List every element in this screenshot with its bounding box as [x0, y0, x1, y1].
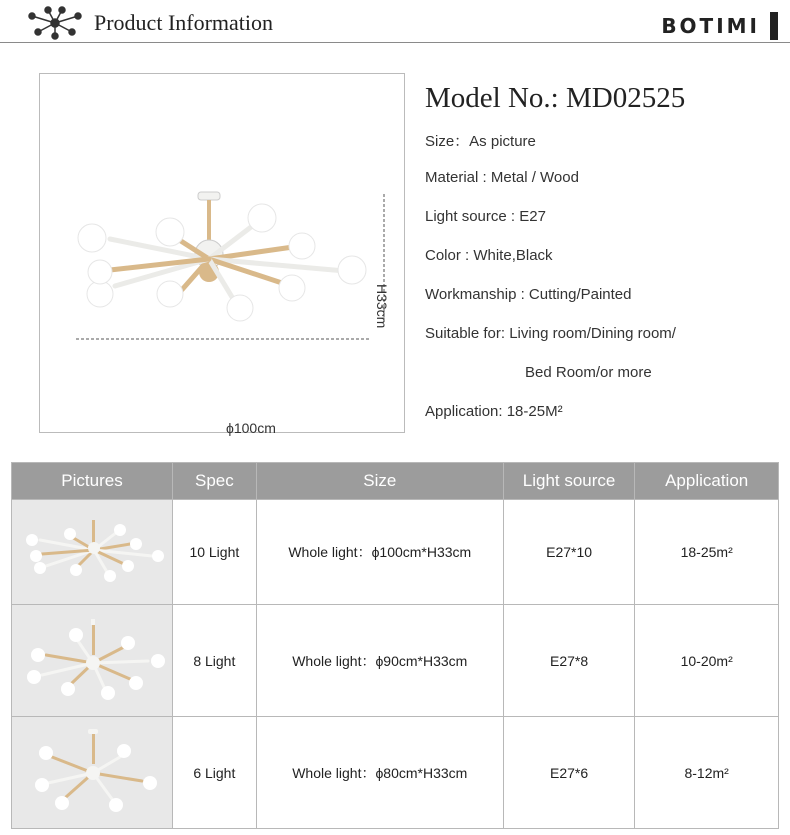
spec-suitable-continued: Bed Room/or more: [525, 364, 652, 381]
chandelier-illustration: [40, 74, 406, 434]
header-size: Size: [256, 463, 503, 500]
table-row: [12, 500, 779, 605]
page-header: [0, 0, 790, 44]
chandelier-8-light-image: [12, 605, 172, 716]
product-photo: [39, 73, 405, 436]
height-dimension: H33cm: [374, 284, 390, 329]
product-thumbnail: [12, 500, 173, 605]
cell-size: Whole light：ϕ100cm*H33cm: [256, 500, 503, 605]
cell-light-source: E27*8: [503, 605, 635, 717]
cell-spec: 8 Light: [173, 605, 257, 717]
header-light-source: Light source: [503, 463, 635, 500]
spec-table: [11, 462, 779, 829]
header-spec: Spec: [173, 463, 257, 500]
cell-application: 10-20m²: [635, 605, 779, 717]
table-header-row: [12, 463, 779, 500]
product-thumbnail: [12, 605, 173, 717]
cell-spec: 10 Light: [173, 500, 257, 605]
cell-size: Whole light：ϕ80cm*H33cm: [256, 717, 503, 829]
cell-application: 18-25m²: [635, 500, 779, 605]
header-pictures: Pictures: [12, 463, 173, 500]
brand-logo: BOTIMI: [661, 14, 760, 38]
spec-suitable: Suitable for: Living room/Dining room/: [425, 325, 676, 342]
page-title: Product Information: [94, 10, 274, 35]
spec-material: Material : Metal / Wood: [425, 169, 579, 186]
brand-mark: [770, 12, 778, 40]
product-thumbnail: [12, 717, 173, 829]
spec-workmanship: Workmanship : Cutting/Painted: [425, 286, 632, 303]
spec-size: Size：As picture: [425, 133, 536, 150]
width-dimension: ϕ100cm: [226, 420, 276, 436]
spec-color: Color : White,Black: [425, 247, 553, 264]
cell-size: Whole light：ϕ90cm*H33cm: [256, 605, 503, 717]
model-number: Model No.: MD02525: [425, 82, 686, 114]
table-row: [12, 717, 779, 829]
chandelier-logo-icon: [24, 6, 86, 40]
cell-light-source: E27*6: [503, 717, 635, 829]
header-application: Application: [635, 463, 779, 500]
chandelier-10-light-image: [12, 500, 172, 604]
cell-application: 8-12m²: [635, 717, 779, 829]
spec-application: Application: 18-25M²: [425, 403, 563, 420]
chandelier-6-light-image: [12, 717, 172, 828]
table-row: [12, 605, 779, 717]
header-divider: [0, 42, 790, 43]
cell-spec: 6 Light: [173, 717, 257, 829]
spec-light-source: Light source : E27: [425, 208, 546, 225]
cell-light-source: E27*10: [503, 500, 635, 605]
